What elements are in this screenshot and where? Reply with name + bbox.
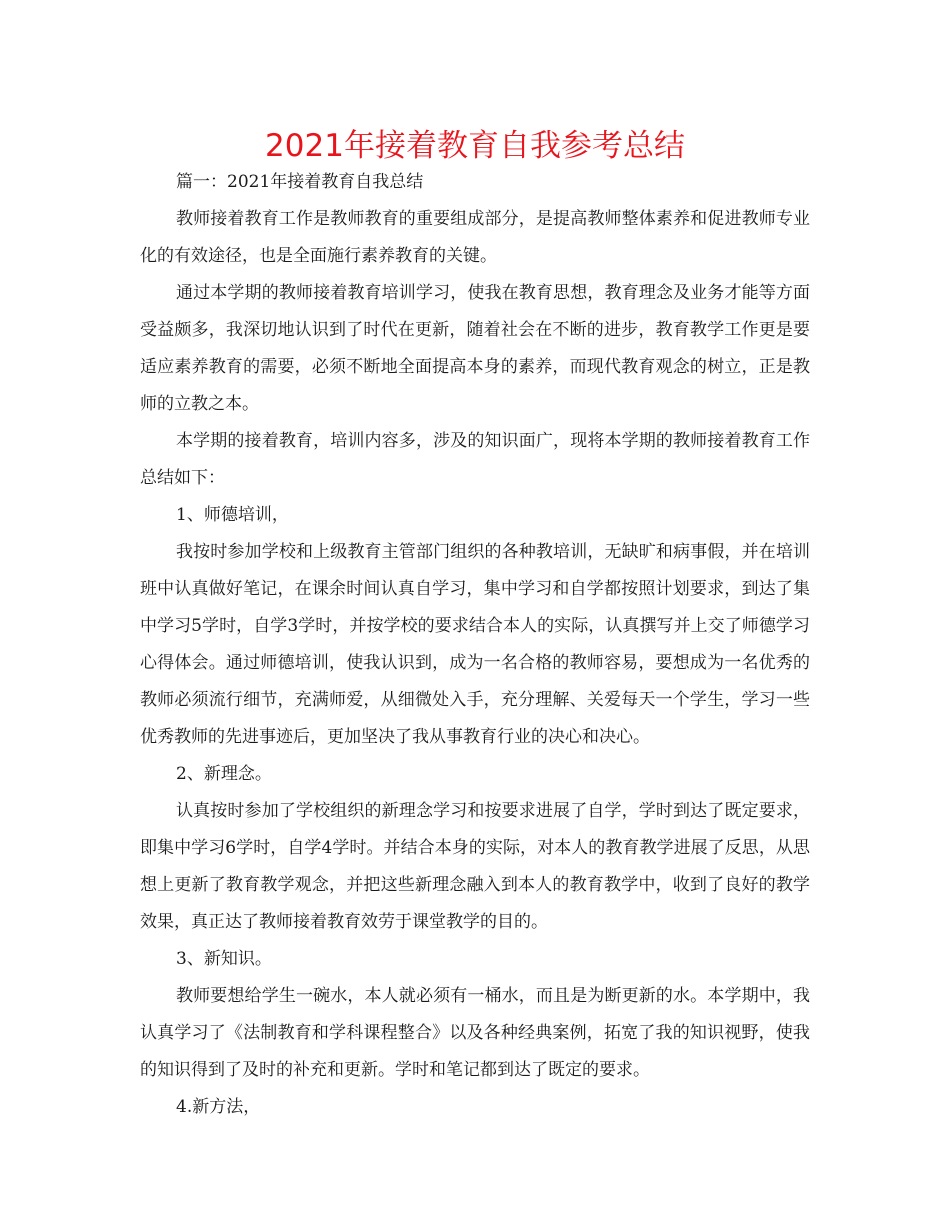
section-heading: 2、新理念。 (176, 764, 272, 784)
paragraph: 教师要想给学生一碗水，本人就必须有一桶水，而且是为断更新的水。本学期中，我认真学习了《法制教育和学科课程整合》以及各种经典案例，拓宽了我的知识视野，使我的知识得到了及时的补充和更新。学时和笔记都到达了既定的要求。 (140, 986, 810, 1080)
document-body (140, 164, 810, 1126)
section-heading: 1、师德培训， (176, 505, 289, 525)
paragraph: 篇一：2021年接着教育自我总结 (176, 172, 424, 192)
section-heading: 4.新方法， (176, 1097, 261, 1117)
paragraph: 通过本学期的教师接着教育培训学习，使我在教育思想，教育理念及业务才能等方面受益颇多，我深切地认识到了时代在更新，随着社会在不断的进步，教育教学工作更是要适应素养教育的需要，必须不断地全面提高本身的素养，而现代教育观念的树立，正是教师的立教之本。 (140, 283, 810, 414)
section-heading: 3、新知识。 (176, 949, 272, 969)
paragraph: 教师接着教育工作是教师教育的重要组成部分，是提高教师整体素养和促进教师专业化的有效途径，也是全面施行素养教育的关键。 (140, 209, 810, 266)
document-title: 2021年接着教育自我参考总结 (265, 128, 685, 164)
paragraph: 本学期的接着教育，培训内容多，涉及的知识面广，现将本学期的教师接着教育工作总结如下： (140, 431, 810, 488)
paragraph: 认真按时参加了学校组织的新理念学习和按要求进展了自学，学时到达了既定要求，即集中学习6学时，自学4学时。并结合本身的实际，对本人的教育教学进展了反思，从思想上更新了教育教学观念，并把这些新理念融入到本人的教育教学中，收到了良好的教学效果，真正达了教师接着教育效劳于课堂教学的目的。 (140, 801, 810, 932)
paragraph: 我按时参加学校和上级教育主管部门组织的各种教培训，无缺旷和病事假，并在培训班中认真做好笔记，在课余时间认真自学习，集中学习和自学都按照计划要求，到达了集中学习5学时，自学3学时，并按学校的要求结合本人的实际，认真撰写并上交了师德学习心得体会。通过师德培训，使我认识到，成为一名合格的教师容易，要想成为一名优秀的教师必须流行细节，充满师爱，从细微处入手，充分理解、关爱每天一个学生，学习一些优秀教师的先进事迹后，更加坚决了我从事教育行业的决心和决心。 (140, 542, 810, 747)
